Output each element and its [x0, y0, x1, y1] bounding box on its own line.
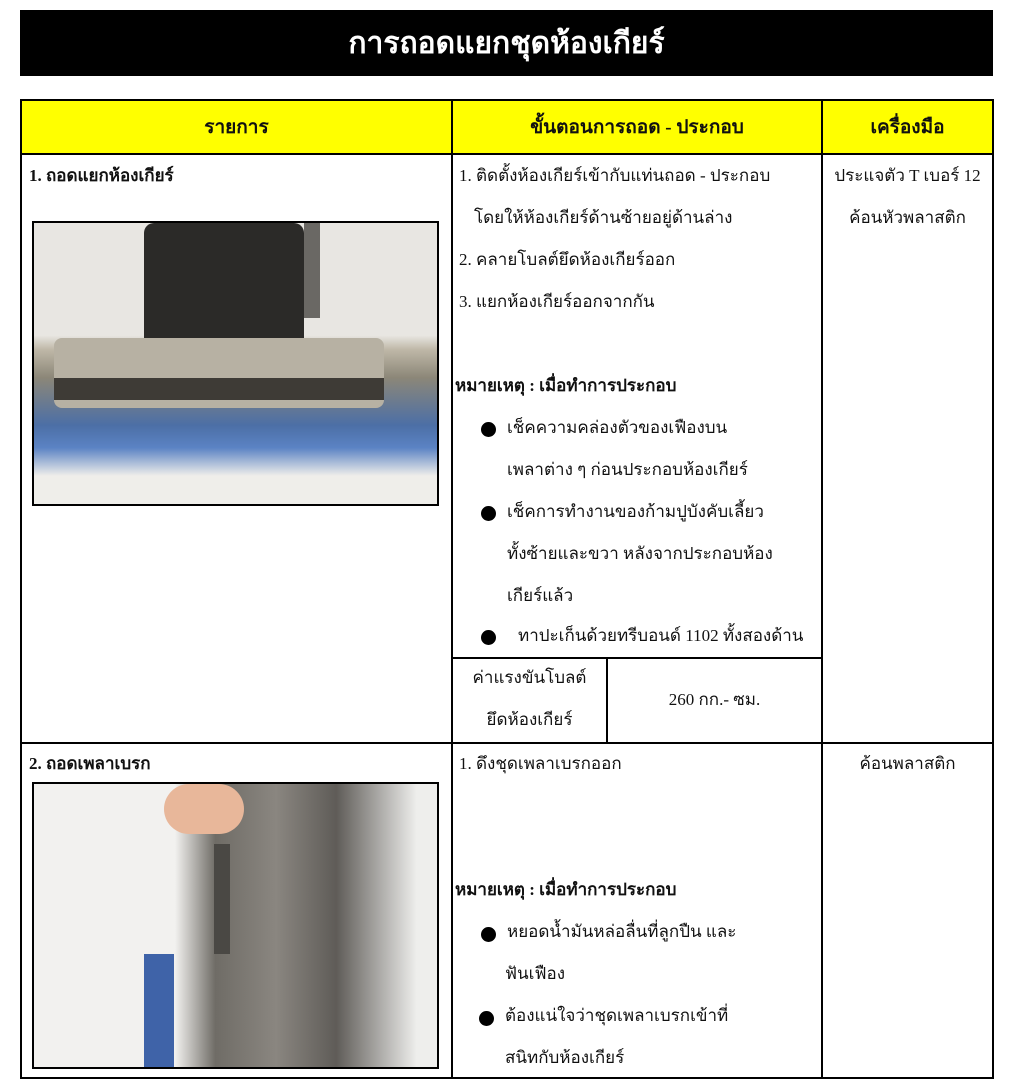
row1-note-2-cont: ทั้งซ้ายและขวา หลังจากประกอบห้อง [507, 544, 773, 563]
row2-note-2: ต้องแน่ใจว่าชุดเพลาเบรกเข้าที่ [505, 1006, 729, 1025]
row1-steps-cell [451, 153, 823, 659]
torque-value: 260 กก.- ซม. [668, 690, 761, 709]
row2-note-1: หยอดน้ำมันหล่อลื่นที่ลูกปืน และ [507, 922, 737, 941]
torque-label-line2: ยึดห้องเกียร์ [486, 710, 573, 729]
bullet-icon [481, 927, 496, 942]
gearbox-disassembly-photo [32, 221, 439, 506]
header-tools: เครื่องมือ [821, 99, 994, 155]
row1-step-1: 1. ติดตั้งห้องเกียร์เข้ากับแท่นถอด - ประกอบ [459, 166, 771, 185]
row1-tool-2: ค้อนหัวพลาสติก [849, 208, 966, 227]
row1-note-title: หมายเหตุ : เมื่อทำการประกอบ [455, 376, 677, 395]
row1-step-1-cont: โดยให้ห้องเกียร์ด้านซ้ายอยู่ด้านล่าง [474, 208, 733, 227]
brake-shaft-removal-photo [32, 782, 439, 1069]
bullet-icon [481, 422, 496, 437]
row1-step-3: 3. แยกห้องเกียร์ออกจากกัน [459, 292, 655, 311]
row2-steps-cell [451, 742, 823, 1079]
bullet-icon [481, 506, 496, 521]
torque-label-line1: ค่าแรงขันโบลต์ [472, 668, 587, 687]
row1-tools-cell [821, 153, 994, 744]
row2-tools-cell [821, 742, 994, 1079]
row1-note-1-cont: เพลาต่าง ๆ ก่อนประกอบห้องเกียร์ [507, 460, 748, 479]
page-title: การถอดแยกชุดห้องเกียร์ [20, 10, 993, 76]
header-steps: ขั้นตอนการถอด - ประกอบ [451, 99, 823, 155]
row1-item-label: 1. ถอดแยกห้องเกียร์ [29, 166, 174, 185]
row1-note-1: เช็คความคล่องตัวของเฟืองบน [507, 418, 728, 437]
row2-note-1-cont: ฟันเฟือง [505, 964, 566, 983]
bullet-icon [479, 1011, 494, 1026]
row1-step-2: 2. คลายโบลต์ยึดห้องเกียร์ออก [459, 250, 676, 269]
row1-note-2: เช็คการทำงานของก้ามปูบังคับเลี้ยว [507, 502, 764, 521]
row2-item-label: 2. ถอดเพลาเบรก [29, 754, 151, 773]
row1-note-2-cont2: เกียร์แล้ว [507, 586, 574, 605]
row2-tool-1: ค้อนพลาสติก [859, 754, 956, 773]
row1-note-3: ทาปะเก็นด้วยทรีบอนด์ 1102 ทั้งสองด้าน [518, 626, 804, 645]
header-item: รายการ [20, 99, 453, 155]
row2-step-1: 1. ดึงชุดเพลาเบรกออก [459, 754, 622, 773]
row2-note-2-cont: สนิทกับห้องเกียร์ [505, 1048, 625, 1067]
row1-tool-1: ประแจตัว T เบอร์ 12 [834, 166, 981, 185]
bullet-icon [481, 630, 496, 645]
row2-note-title: หมายเหตุ : เมื่อทำการประกอบ [455, 880, 677, 899]
